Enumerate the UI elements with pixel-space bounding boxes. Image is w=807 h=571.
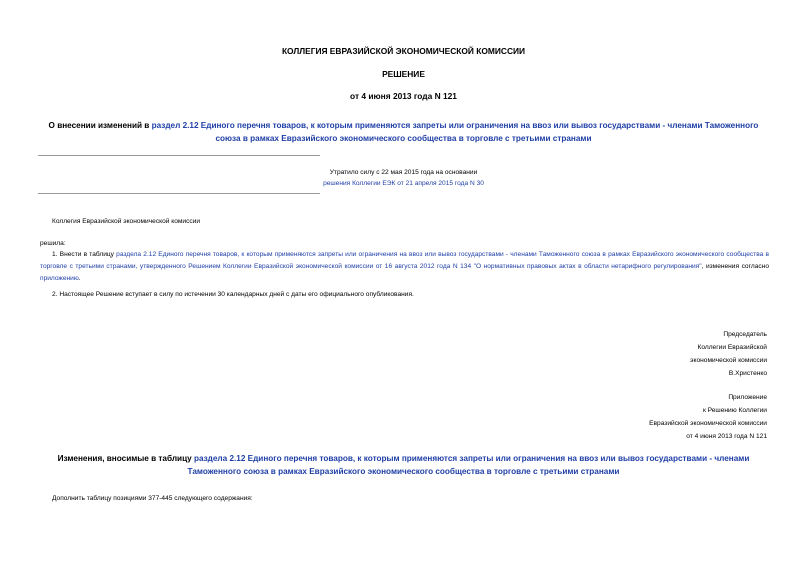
- p1-middle: , изменения согласно: [701, 263, 769, 270]
- resolved-text: решила:: [40, 240, 66, 247]
- signature-line-2: Коллегии Евразийской: [697, 344, 767, 351]
- changes-section-link[interactable]: раздела 2.12 Единого перечня товаров, к которым применяются запреты или ограничения на ввоз или вывоз государствами - членами Таможенного союза в рамках Евразийского экономического сообщества в торговле с третьими странами: [187, 454, 750, 476]
- signature-line-3: экономической комиссии: [690, 357, 767, 364]
- decision-title: [40, 120, 767, 145]
- separator-bottom: [38, 193, 320, 194]
- title-prefix: О внесении изменений в: [48, 121, 152, 130]
- appendix-line-2: к Решению Коллегии: [702, 407, 767, 414]
- signature-block: [560, 328, 767, 380]
- p1-end: .: [78, 275, 81, 282]
- appendix-block: [560, 391, 767, 443]
- signature-line-4: В.Христенко: [728, 370, 767, 377]
- appendix-line-1: Приложение: [728, 394, 767, 401]
- paragraph-2: 2. Настоящее Решение вступает в силу по истечении 30 календарных дней с даты его официального опубликования.: [52, 291, 414, 298]
- appendix-line-3: Евразийской экономической комиссии: [649, 420, 767, 427]
- appendix-line-4: от 4 июня 2013 года N 121: [686, 433, 767, 440]
- document-date: от 4 июня 2013 года N 121: [350, 91, 457, 101]
- status-line: Утратило силу с 22 мая 2015 года на основании: [329, 169, 478, 176]
- paragraph-1: [40, 249, 769, 285]
- p1-prefix: 1. Внести в таблицу: [52, 251, 117, 258]
- changes-title: [40, 453, 767, 478]
- intro-text: Коллегия Евразийской экономической комиссии: [52, 218, 201, 225]
- status-repeal-link[interactable]: решения Коллегии ЕЭК от 21 апреля 2015 года N 30: [323, 179, 484, 187]
- signature-line-1: Председатель: [723, 331, 767, 338]
- footer-text: Дополнить таблицу позициями 377-445 следующего содержания:: [52, 495, 253, 502]
- p1-section-link[interactable]: раздела 2.12 Единого перечня товаров, к которым применяются запреты или ограничения на ввоз или вывоз государствами - членами Таможенного союза в рамках Евразийского экономического сообщества в торговле с третьими странами: [40, 251, 770, 270]
- separator-top: [38, 155, 320, 156]
- document-type: РЕШЕНИЕ: [382, 69, 425, 79]
- title-section-link[interactable]: раздел 2.12 Единого перечня товаров, к которым применяются запреты или ограничения на ввоз или вывоз государствами - членами Таможенного союза в рамках Евразийского экономического сообщества в торговле с третьими странами: [151, 121, 759, 143]
- p1-decision-link[interactable]: , утвержденного Решением Коллегии Евразийской экономической комиссии от 16 августа 2012 года N 134 "О нормативных правовых актах в области нетарифного регулирования": [135, 263, 702, 270]
- changes-title-prefix: Изменения, вносимые в таблицу: [57, 454, 194, 463]
- p1-appendix-link[interactable]: приложению: [40, 275, 79, 282]
- status-note: [0, 168, 807, 189]
- org-name: КОЛЛЕГИЯ ЕВРАЗИЙСКОЙ ЭКОНОМИЧЕСКОЙ КОМИССИИ: [281, 46, 526, 56]
